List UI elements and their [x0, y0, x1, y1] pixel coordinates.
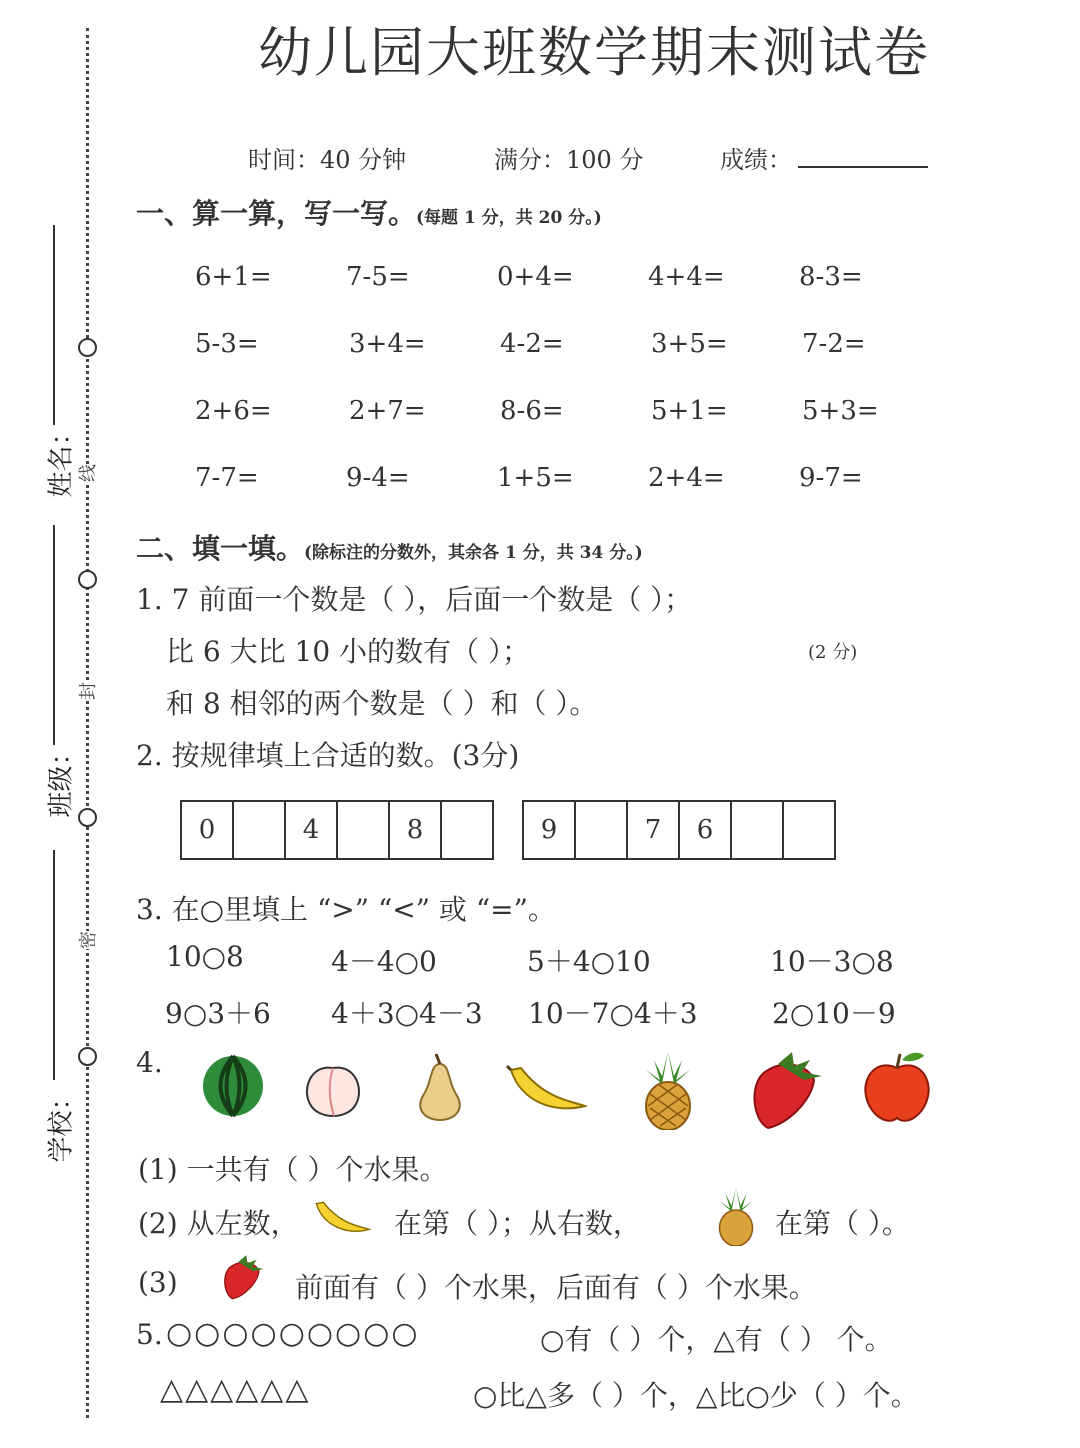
- section2-title: 二、填一填。: [136, 532, 305, 565]
- sequence-blank-cell[interactable]: [234, 802, 286, 858]
- section1-title: 一、算一算，写一写。: [136, 197, 417, 230]
- school-line[interactable]: [53, 850, 55, 1080]
- q5-text1: ○有（ ）个，△有（ ） 个。: [540, 1323, 893, 1356]
- school-label: 学校：: [46, 1084, 77, 1163]
- sequence-cell: 9: [524, 802, 576, 858]
- compare-item[interactable]: 5＋4○10: [527, 945, 651, 978]
- q1-line3: 和 8 相邻的两个数是（ ）和（ ）。: [166, 687, 598, 720]
- q4-part3-b: 前面有（ ）个水果，后面有（ ）个水果。: [295, 1271, 817, 1304]
- equation: 5+3=: [802, 396, 879, 426]
- full-score-info: 满分：100 分: [494, 146, 644, 174]
- pineapple-icon: [706, 1186, 766, 1246]
- circle-row: ○○○○○○○○○: [166, 1316, 420, 1351]
- compare-item[interactable]: 10－3○8: [770, 945, 894, 978]
- sequence-cell: 4: [286, 802, 338, 858]
- equation: 7-2=: [802, 329, 866, 359]
- class-line[interactable]: [53, 525, 55, 745]
- binding-circle: [78, 1047, 97, 1066]
- strawberry-icon: [748, 1050, 828, 1130]
- binding-feng: 封: [72, 682, 102, 700]
- binding-circle: [78, 808, 97, 827]
- binding-circle: [78, 338, 97, 357]
- q4-number: 4.: [136, 1046, 163, 1079]
- equation: 6+1=: [195, 262, 272, 292]
- page-title: 幼儿园大班数学期末测试卷: [258, 21, 930, 84]
- section1-note: (每题 1 分，共 20 分。): [416, 208, 602, 228]
- strawberry-icon: [218, 1254, 270, 1300]
- q4-part2-a: (2) 从左数，: [138, 1207, 299, 1240]
- compare-item[interactable]: 4－4○0: [331, 945, 437, 978]
- q4-part1: (1) 一共有（ ）个水果。: [138, 1153, 448, 1186]
- equation: 7-5=: [346, 262, 410, 292]
- equation: 5-3=: [195, 329, 259, 359]
- triangle-row: △△△△△△: [160, 1372, 311, 1407]
- binding-dotted-line: [86, 28, 89, 1418]
- banana-icon: [312, 1196, 372, 1240]
- q1-line2: 比 6 大比 10 小的数有（ ）；: [166, 635, 530, 668]
- q3-text: 3. 在○里填上 “>” “<” 或 “=”。: [136, 893, 556, 926]
- banana-icon: [505, 1062, 589, 1118]
- equation: 2+7=: [349, 396, 426, 426]
- q5-text2: ○比△多（ ）个，△比○少（ ）个。: [473, 1379, 919, 1412]
- compare-item[interactable]: 2○10－9: [772, 997, 896, 1030]
- q5-number: 5.: [136, 1318, 163, 1351]
- name-line[interactable]: [53, 225, 55, 425]
- sequence-blank-cell[interactable]: [338, 802, 390, 858]
- apple-icon: [860, 1050, 934, 1126]
- score-label: 成绩：: [720, 146, 792, 174]
- peach-icon: [300, 1060, 366, 1122]
- equation: 4-2=: [500, 329, 564, 359]
- compare-item[interactable]: 10－7○4＋3: [528, 997, 698, 1030]
- time-info: 时间：40 分钟: [248, 146, 407, 174]
- sequence-box-2: [522, 800, 836, 860]
- pear-icon: [412, 1052, 468, 1122]
- section1-heading: [136, 192, 602, 232]
- watermelon-icon: [200, 1054, 266, 1118]
- equation: 4+4=: [648, 262, 725, 292]
- compare-item[interactable]: 10○8: [166, 940, 244, 973]
- sequence-cell: 0: [182, 802, 234, 858]
- q1-line1: 1. 7 前面一个数是（ ），后面一个数是（ ）；: [136, 583, 693, 616]
- binding-mi: 密: [72, 931, 102, 949]
- binding-xian: 线: [72, 464, 102, 482]
- equation: 9-7=: [799, 463, 863, 493]
- q4-part2-b: 在第（ ）；从右数，: [394, 1207, 641, 1240]
- name-label: 姓名：: [46, 419, 77, 498]
- pineapple-icon: [640, 1050, 696, 1130]
- q1-line2-points: (2 分): [808, 642, 858, 663]
- equation: 8-3=: [799, 262, 863, 292]
- sequence-blank-cell[interactable]: [442, 802, 492, 858]
- sequence-cell: 6: [680, 802, 732, 858]
- q4-part2-c: 在第（ ）。: [775, 1207, 910, 1240]
- q2-text: 2. 按规律填上合适的数。(3分): [136, 739, 520, 772]
- binding-circle: [78, 570, 97, 589]
- q4-part3-a: (3): [138, 1266, 178, 1299]
- section2-note: (除标注的分数外，其余各 1 分，共 34 分。): [304, 543, 643, 563]
- equation: 0+4=: [497, 262, 574, 292]
- equation: 5+1=: [651, 396, 728, 426]
- equation: 7-7=: [195, 463, 259, 493]
- sequence-blank-cell[interactable]: [576, 802, 628, 858]
- equation: 8-6=: [500, 396, 564, 426]
- sequence-cell: 7: [628, 802, 680, 858]
- compare-item[interactable]: 4＋3○4－3: [331, 997, 483, 1030]
- score-blank[interactable]: [798, 166, 928, 168]
- sequence-blank-cell[interactable]: [784, 802, 834, 858]
- equation: 1+5=: [497, 463, 574, 493]
- class-label: 班级：: [46, 739, 77, 818]
- equation: 3+5=: [651, 329, 728, 359]
- equation: 9-4=: [346, 463, 410, 493]
- compare-item[interactable]: 9○3＋6: [165, 997, 271, 1030]
- equation: 2+6=: [195, 396, 272, 426]
- sequence-blank-cell[interactable]: [732, 802, 784, 858]
- sequence-box-1: [180, 800, 494, 860]
- section2-heading: [136, 527, 643, 567]
- equation: 3+4=: [349, 329, 426, 359]
- equation: 2+4=: [648, 463, 725, 493]
- sequence-cell: 8: [390, 802, 442, 858]
